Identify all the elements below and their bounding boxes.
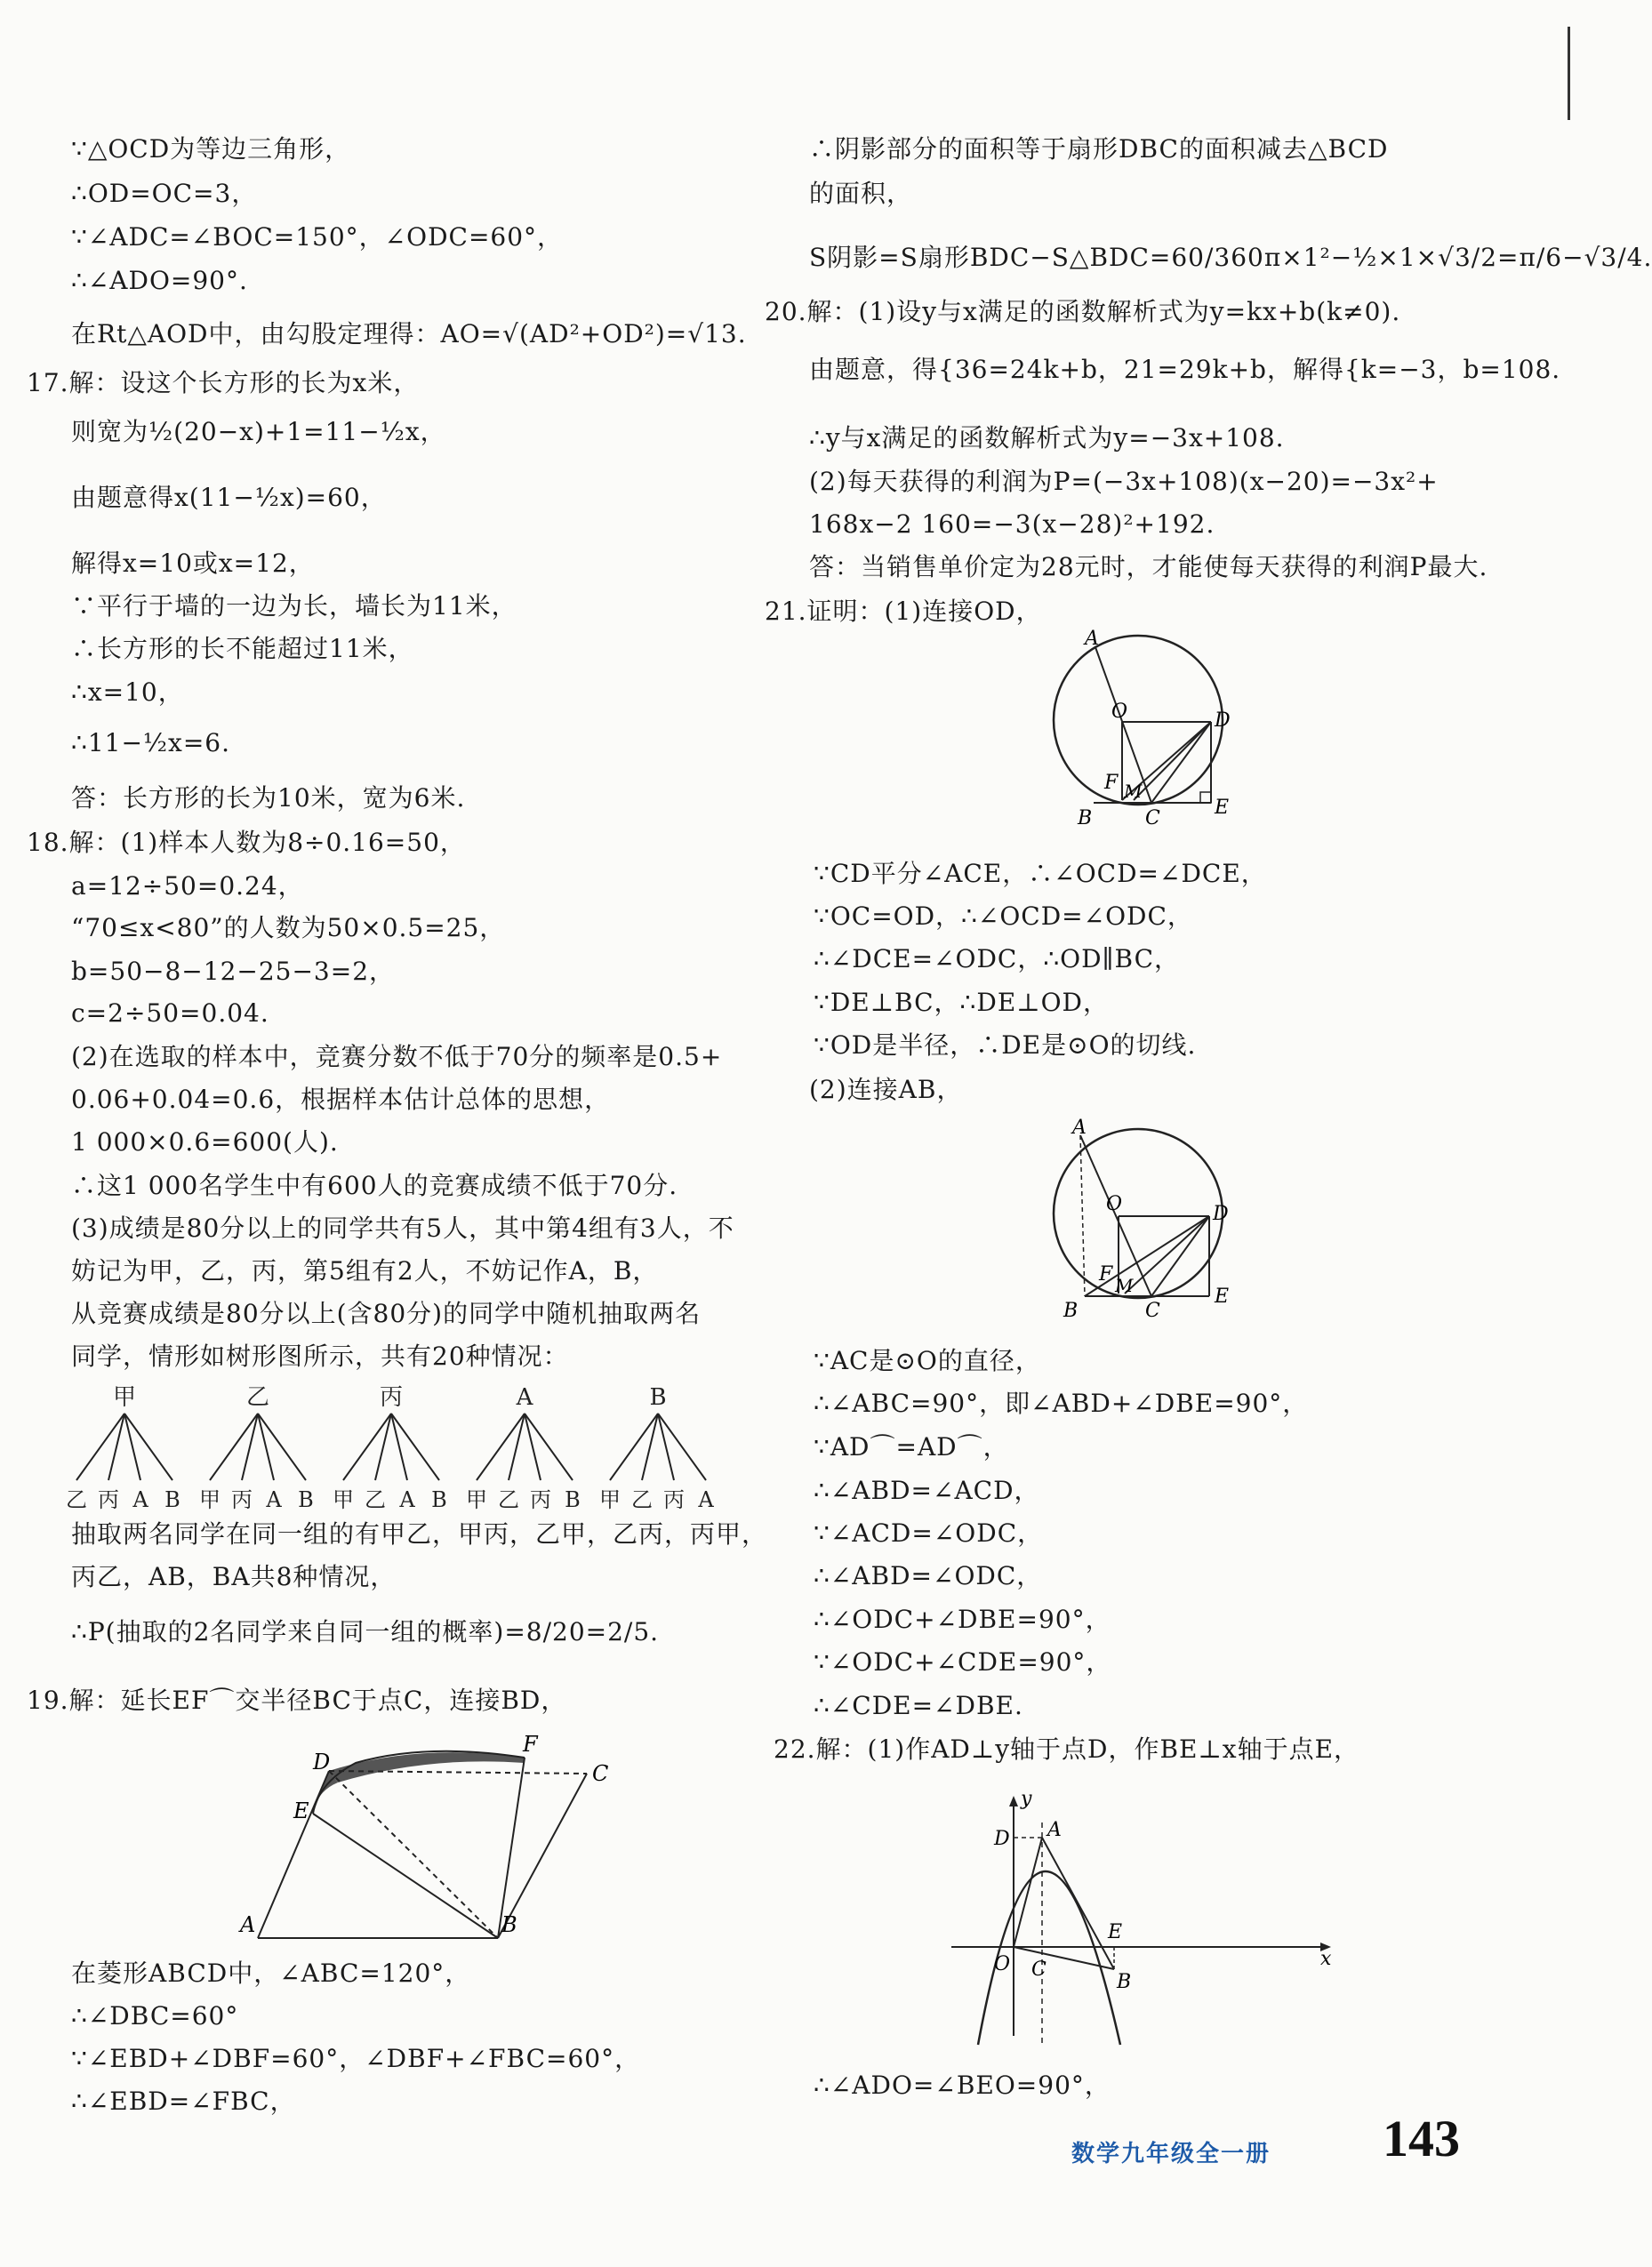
tree-leaf: 甲 xyxy=(199,1487,221,1512)
label-c: C xyxy=(1145,807,1160,829)
label-d: D xyxy=(313,1750,331,1774)
label-e: E xyxy=(1215,1286,1230,1308)
text-line: 答：长方形的长为10米，宽为6米. xyxy=(71,783,466,813)
text-line: 解得x=10或x=12， xyxy=(71,549,315,578)
text-line: ∴OD=OC=3， xyxy=(71,179,258,208)
label-e: E xyxy=(1108,1921,1123,1943)
tree-leaf: 乙 xyxy=(66,1487,87,1512)
text-line: (2)连接AB， xyxy=(809,1075,963,1104)
text-line: 从竞赛成绩是80分以上(含80分)的同学中随机抽取两名 xyxy=(71,1299,702,1328)
text-line: ∵OD是半径，∴DE是⊙O的切线. xyxy=(814,1030,1197,1060)
text-line: ∵AC是⊙O的直径， xyxy=(814,1346,1041,1375)
text-line: 0.06+0.04=0.6，根据样本估计总体的思想， xyxy=(71,1085,611,1114)
text-line: 同学，情形如树形图所示，共有20种情况： xyxy=(71,1342,569,1371)
label-x: x xyxy=(1320,1948,1332,1970)
line-cd xyxy=(1151,722,1211,803)
label-c: C xyxy=(592,1761,609,1786)
text-line: ∵DE⊥BC，∴DE⊥OD， xyxy=(814,988,1109,1017)
label-f: F xyxy=(523,1732,538,1757)
tree-leaf: 甲 xyxy=(333,1487,354,1512)
text-line: 在Rt△AOD中，由勾股定理得：AO=√(AD²+OD²)=√13. xyxy=(71,319,747,348)
tree-leaf: 丙 xyxy=(663,1487,685,1512)
label-m: M xyxy=(1115,1275,1134,1296)
tree-root: 丙 xyxy=(379,1384,404,1411)
text-line: ∴长方形的长不能超过11米， xyxy=(71,634,414,663)
label-y: y xyxy=(1021,1788,1032,1810)
text-line: 18.解：(1)样本人数为8÷0.16=50， xyxy=(27,828,466,857)
tree-root: A xyxy=(516,1384,533,1411)
tree-diagram xyxy=(66,1378,747,1512)
text-line: 168x−2 160=−3(x−28)²+192. xyxy=(809,509,1215,539)
text-line: (3)成绩是80分以上的同学共有5人，其中第4组有3人，不 xyxy=(71,1214,734,1243)
text-line: 22.解：(1)作AD⊥y轴于点D，作BE⊥x轴于点E， xyxy=(774,1734,1360,1764)
text-line: ∴∠DCE=∠ODC，∴OD∥BC， xyxy=(814,944,1181,973)
text-line: 1 000×0.6=600(人). xyxy=(71,1127,339,1157)
text-line: ∵CD平分∠ACE，∴∠OCD=∠DCE， xyxy=(814,859,1267,888)
text-line: 在菱形ABCD中，∠ABC=120°， xyxy=(71,1959,471,1988)
label-m: M xyxy=(1124,781,1143,802)
text-line: ∴∠ABC=90°，即∠ABD+∠DBE=90°， xyxy=(814,1389,1309,1418)
tree-root: 乙 xyxy=(245,1384,270,1411)
text-line: b=50−8−12−25−3=2， xyxy=(71,957,396,986)
text-line: 由题意，得{36=24k+b，21=29k+b，解得{k=−3，b=108. xyxy=(809,355,1561,384)
text-line: ∵∠ODC+∠CDE=90°， xyxy=(814,1647,1112,1677)
text-line: 则宽为½(20−x)+1=11−½x， xyxy=(71,417,446,446)
line-ab xyxy=(1042,1838,1114,1969)
label-o: O xyxy=(1111,701,1128,723)
text-line: ∴∠ADO=90°. xyxy=(71,266,248,295)
label-f: F xyxy=(1099,1263,1113,1286)
tree-leaf: A xyxy=(132,1487,148,1512)
label-f: F xyxy=(1104,772,1119,794)
tree-leaf: 丙 xyxy=(98,1487,119,1512)
page-number: 143 xyxy=(1383,2110,1460,2167)
text-line: ∵∠ACD=∠ODC， xyxy=(814,1518,1044,1548)
tree-leaf: 乙 xyxy=(631,1487,653,1512)
label-b: B xyxy=(501,1912,517,1937)
label-c: C xyxy=(1145,1300,1160,1322)
tree-leaf: 甲 xyxy=(599,1487,621,1512)
text-line: ∵平行于墙的一边为长，墙长为11米， xyxy=(71,591,517,621)
tree-leaf: B xyxy=(565,1487,581,1512)
y-axis-arrow xyxy=(1009,1796,1018,1806)
text-line: ∴阴影部分的面积等于扇形DBC的面积减去△BCD xyxy=(809,134,1389,164)
line-fb xyxy=(498,1758,525,1938)
label-c: C xyxy=(1031,1959,1047,1981)
line-md xyxy=(1134,722,1211,800)
parabola-figure xyxy=(942,1787,1334,2045)
text-line: ∵△OCD为等边三角形， xyxy=(71,134,351,164)
label-e: E xyxy=(1215,797,1230,819)
text-line: 20.解：(1)设y与x满足的函数解析式为y=kx+b(k≠0). xyxy=(765,297,1401,326)
tree-leaf: A xyxy=(266,1487,282,1512)
label-e: E xyxy=(293,1798,309,1823)
text-line: ∴∠ABD=∠ACD， xyxy=(814,1476,1040,1505)
text-line: ∴y与x满足的函数解析式为y=−3x+108. xyxy=(809,423,1285,453)
label-a: A xyxy=(1047,1819,1062,1841)
label-b: B xyxy=(1117,1971,1132,1993)
tree-leaf: 丙 xyxy=(530,1487,551,1512)
text-line: ∴这1 000名学生中有600人的竞赛成绩不低于70分. xyxy=(71,1171,678,1200)
label-a: A xyxy=(240,1912,256,1937)
circle-o xyxy=(1054,636,1223,805)
right-angle-mark xyxy=(1200,792,1211,803)
text-line: ∴∠DBC=60° xyxy=(71,2001,239,2031)
tree-leaf: 乙 xyxy=(365,1487,386,1512)
text-line: ∵∠EBD+∠DBF=60°，∠DBF+∠FBC=60°， xyxy=(71,2044,641,2073)
text-line: 的面积， xyxy=(809,179,913,208)
text-line: 19.解：延长EF⌒交半径BC于点C，连接BD， xyxy=(27,1686,567,1715)
tree-leaf: A xyxy=(399,1487,415,1512)
text-line: 抽取两名同学在同一组的有甲乙，甲丙，乙甲，乙丙，丙甲， xyxy=(71,1519,768,1549)
label-d: D xyxy=(1213,1203,1229,1225)
text-line: ∴x=10， xyxy=(71,677,184,707)
text-line: S阴影=S扇形BDC−S△BDC=60/360π×1²−½×1×√3/2=π/6−√3/4. xyxy=(809,243,1652,272)
circle-figure-2 xyxy=(1022,1117,1254,1329)
text-line: ∴∠ADO=∠BEO=90°， xyxy=(814,2071,1111,2100)
text-line: a=12÷50=0.24， xyxy=(71,871,304,901)
line-cd xyxy=(1151,1216,1209,1296)
dashed-db xyxy=(329,1771,498,1938)
line-oa xyxy=(1014,1838,1042,1947)
text-line: 17.解：设这个长方形的长为x米， xyxy=(27,368,420,397)
text-line: “70≤x<80”的人数为50×0.5=25， xyxy=(71,913,506,942)
text-line: ∴∠ABD=∠ODC， xyxy=(814,1561,1043,1590)
label-b: B xyxy=(1063,1300,1079,1322)
tree-leaf: 乙 xyxy=(498,1487,519,1512)
label-o: O xyxy=(994,1953,1011,1975)
tree-root: B xyxy=(649,1384,667,1411)
text-line: (2)每天获得的利润为P=(−3x+108)(x−20)=−3x²+ xyxy=(809,467,1439,496)
text-line: 丙乙，AB，BA共8种情况， xyxy=(71,1562,397,1591)
line-md xyxy=(1125,1216,1209,1294)
label-b: B xyxy=(1078,807,1093,829)
text-line: ∵∠ADC=∠BOC=150°，∠ODC=60°， xyxy=(71,222,564,252)
circle-figure-1 xyxy=(1022,628,1254,840)
dashed-ab xyxy=(1080,1135,1085,1296)
text-line: c=2÷50=0.04. xyxy=(71,998,269,1028)
book-title: 数学九年级全一册 xyxy=(1071,2141,1271,2167)
tree-leaf: A xyxy=(698,1487,714,1512)
text-line: 答：当销售单价定为28元时，才能使每天获得的利润P最大. xyxy=(809,552,1488,581)
tree-leaf: B xyxy=(164,1487,180,1512)
tree-leaf: 丙 xyxy=(231,1487,253,1512)
text-line: ∴11−½x=6. xyxy=(71,728,231,757)
text-line: ∵OC=OD，∴∠OCD=∠ODC， xyxy=(814,901,1193,931)
side-da xyxy=(258,1771,329,1938)
text-line: ∴∠CDE=∠DBE. xyxy=(814,1691,1023,1720)
text-line: (2)在选取的样本中，竞赛分数不低于70分的频率是0.5+ xyxy=(71,1042,723,1071)
label-o: O xyxy=(1106,1193,1123,1215)
text-line: ∴∠EBD=∠FBC， xyxy=(71,2087,296,2116)
text-line: 21.证明：(1)连接OD， xyxy=(765,597,1042,626)
text-line: 由题意得x(11−½x)=60， xyxy=(71,483,387,512)
tree-leaf: B xyxy=(298,1487,314,1512)
label-a: A xyxy=(1085,628,1099,650)
text-line: 妨记为甲，乙，丙，第5组有2人，不妨记作A，B， xyxy=(71,1256,659,1286)
tree-leaf: B xyxy=(431,1487,447,1512)
text-line: ∴P(抽取的2名同学来自同一组的概率)=8/20=2/5. xyxy=(71,1617,660,1646)
tree-root: 甲 xyxy=(112,1384,137,1411)
text-line: ∵AD⌒=AD⌒， xyxy=(814,1432,1009,1462)
label-d: D xyxy=(994,1828,1010,1850)
rhombus-figure xyxy=(240,1729,658,1937)
text-line: ∴∠ODC+∠DBE=90°， xyxy=(814,1605,1111,1634)
page-edge-mark xyxy=(1568,27,1570,120)
tree-leaf: 甲 xyxy=(466,1487,487,1512)
shaded-region-top xyxy=(329,1752,525,1782)
line-ob xyxy=(1014,1947,1114,1969)
label-a: A xyxy=(1072,1117,1087,1139)
line-eb xyxy=(313,1814,498,1938)
label-d: D xyxy=(1215,709,1231,732)
circle-o xyxy=(1054,1129,1223,1298)
